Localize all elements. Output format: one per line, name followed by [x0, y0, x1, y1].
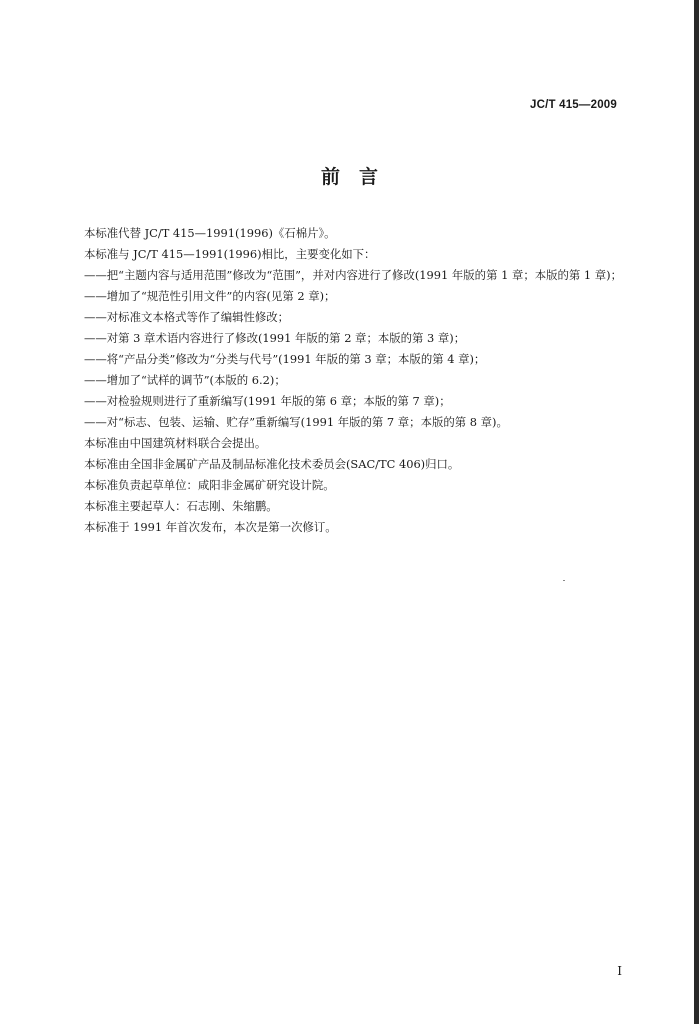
scan-speck [563, 580, 565, 581]
change-item: ——对“标志、包装、运输、贮存”重新编写(1991 年版的第 7 章；本版的第 8 章)。 [84, 415, 508, 429]
change-item: ——将“产品分类”修改为“分类与代号”(1991 年版的第 3 章；本版的第 4 章)； [84, 352, 486, 366]
foreword-body [56, 223, 628, 538]
change-item: ——增加了“试样的调节”(本版的 6.2)； [84, 373, 286, 387]
change-item: ——对第 3 章术语内容进行了修改(1991 年版的第 2 章；本版的第 3 章)； [84, 331, 466, 345]
page-number: I [617, 964, 622, 978]
paragraph: 本标准代替 JC/T 415—1991(1996)《石棉片》。 [84, 226, 336, 240]
change-item: ——对检验规则进行了重新编写(1991 年版的第 6 章；本版的第 7 章)； [84, 394, 451, 408]
paragraph: 本标准与 JC/T 415—1991(1996)相比，主要变化如下： [84, 247, 376, 261]
paragraph: 本标准由全国非金属矿产品及制品标准化技术委员会(SAC/TC 406)归口。 [84, 457, 460, 471]
change-item: ——增加了“规范性引用文件”的内容(见第 2 章)； [84, 289, 336, 303]
scan-edge [694, 0, 699, 1024]
paragraph: 本标准主要起草人：石志刚、朱缩鹏。 [84, 499, 278, 513]
page-title: 前 言 [320, 166, 378, 188]
change-item: ——对标准文本格式等作了编辑性修改； [84, 310, 290, 324]
paragraph: 本标准负责起草单位：咸阳非金属矿研究设计院。 [84, 478, 335, 492]
change-item: ——把“主题内容与适用范围”修改为“范围”，并对内容进行了修改(1991 年版的第 1 章；本版的第 1 章)； [84, 268, 623, 282]
paragraph: 本标准由中国建筑材料联合会提出。 [84, 436, 267, 450]
paragraph: 本标准于 1991 年首次发布，本次是第一次修订。 [84, 520, 337, 534]
document-code: JC/T 415—2009 [530, 99, 617, 111]
